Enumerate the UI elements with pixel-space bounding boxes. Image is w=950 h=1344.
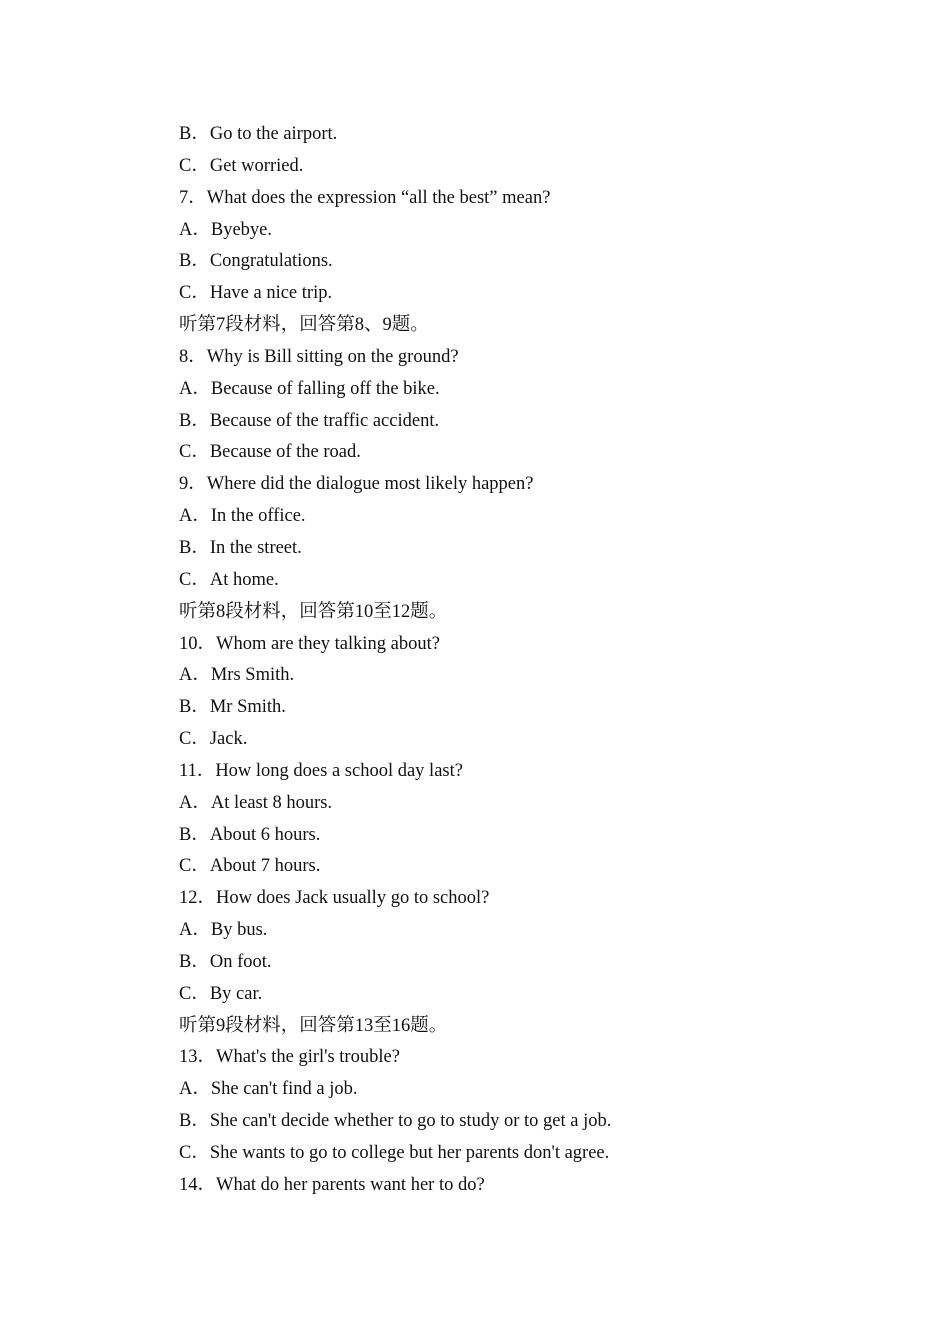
option-line: A．Byebye. bbox=[179, 219, 272, 240]
option-line: A．By bus. bbox=[179, 920, 268, 941]
option-line: C．Jack. bbox=[179, 729, 248, 750]
section-instruction: 听第9段材料，回答第13至16题。 bbox=[179, 1015, 448, 1036]
option-line: A．At least 8 hours. bbox=[179, 792, 333, 813]
question-line: 9．Where did the dialogue most likely happen? bbox=[179, 474, 534, 495]
option-line: B．On foot. bbox=[179, 951, 272, 972]
question-line: 12．How does Jack usually go to school? bbox=[179, 888, 490, 909]
option-line: C．At home. bbox=[179, 569, 279, 590]
option-line: B．In the street. bbox=[179, 537, 302, 558]
option-line: A．In the office. bbox=[179, 506, 306, 527]
question-line: 14．What do her parents want her to do? bbox=[179, 1174, 485, 1195]
option-line: C．She wants to go to college but her parents don't agree. bbox=[179, 1143, 610, 1163]
option-line: C．By car. bbox=[179, 983, 263, 1004]
option-line: C．Get worried. bbox=[179, 155, 304, 176]
section-instruction: 听第7段材料，回答第8、9题。 bbox=[179, 315, 429, 336]
option-line: C．Have a nice trip. bbox=[179, 283, 333, 304]
option-line: A．Because of falling off the bike. bbox=[179, 378, 440, 399]
option-line: A．Mrs Smith. bbox=[179, 665, 295, 686]
section-instruction: 听第8段材料，回答第10至12题。 bbox=[179, 601, 448, 622]
document-page bbox=[179, 119, 879, 1202]
question-line: 11．How long does a school day last? bbox=[179, 760, 463, 781]
option-line: B．She can't decide whether to go to study or to get a job. bbox=[179, 1111, 612, 1132]
question-line: 7．What does the expression “all the best” mean? bbox=[179, 187, 551, 208]
question-line: 8．Why is Bill sitting on the ground? bbox=[179, 346, 459, 367]
option-line: B．Mr Smith. bbox=[179, 697, 286, 718]
option-line: B．Go to the airport. bbox=[179, 124, 338, 144]
option-line: C．Because of the road. bbox=[179, 442, 361, 463]
question-line: 13．What's the girl's trouble? bbox=[179, 1047, 400, 1068]
option-line: B．Congratulations. bbox=[179, 251, 333, 272]
option-line: A．She can't find a job. bbox=[179, 1079, 358, 1100]
option-line: C．About 7 hours. bbox=[179, 856, 321, 877]
option-line: B．Because of the traffic accident. bbox=[179, 410, 440, 431]
question-line: 10．Whom are they talking about? bbox=[179, 633, 440, 654]
option-line: B．About 6 hours. bbox=[179, 824, 321, 845]
